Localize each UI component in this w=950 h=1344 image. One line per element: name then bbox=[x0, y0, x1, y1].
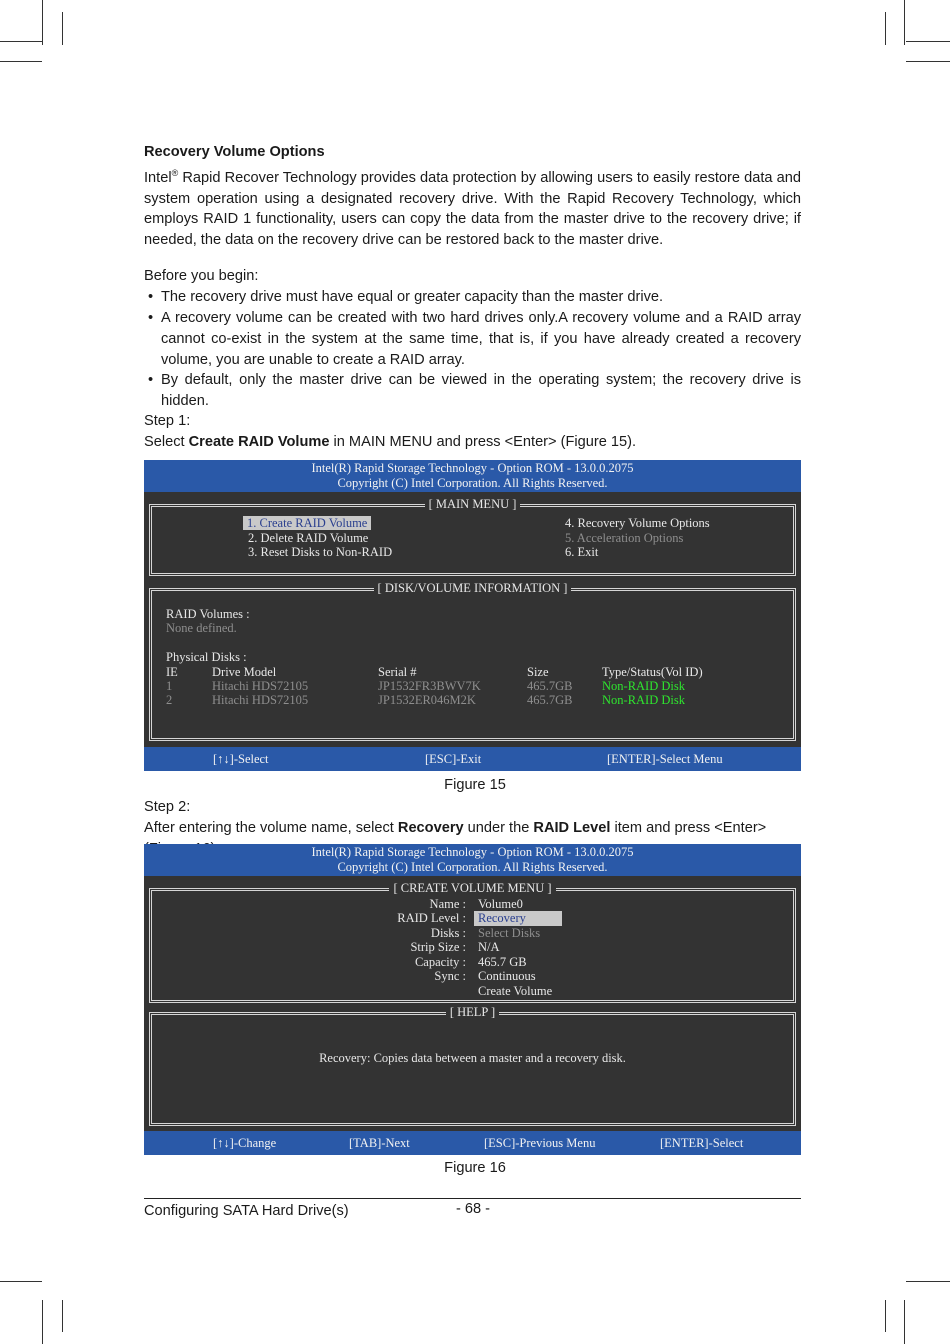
field-label-capacity: Capacity : bbox=[414, 955, 466, 969]
bios-footer bbox=[144, 1131, 801, 1155]
help-text: Recovery: Copies data between a master and a recovery disk. bbox=[319, 1051, 626, 1065]
bullet-dot: • bbox=[148, 372, 154, 388]
bullet-text: The recovery drive must have equal or greater capacity than the master drive. bbox=[161, 289, 664, 305]
intro-body: Rapid Recover Technology provides data protection by allowing users to easily restore data and system operation using a designated recovery drive. With the Rapid Recovery Technology, which employs RAID 1 functionality, users can copy the data from the master drive to the recovery drive; if needed, the data on the recovery drive can be restored back to the master drive. bbox=[144, 169, 801, 249]
field-label-strip-size: Strip Size : bbox=[410, 940, 466, 954]
field-value-capacity[interactable]: 465.7 GB bbox=[478, 955, 527, 969]
field-value-disks[interactable]: Select Disks bbox=[478, 926, 541, 940]
physical-disks-label: Physical Disks : bbox=[166, 650, 247, 664]
intro-paragraph bbox=[144, 163, 801, 251]
figure-15-caption: Figure 15 bbox=[444, 777, 506, 793]
disk-cell: 1 bbox=[166, 679, 173, 693]
bios-header-title: Intel(R) Rapid Storage Technology - Option ROM - 13.0.0.2075 bbox=[311, 461, 634, 475]
disk-status: Non-RAID Disk bbox=[602, 693, 685, 707]
menu-item-reset-disks[interactable]: 3. Reset Disks to Non-RAID bbox=[248, 545, 393, 559]
crop-mark bbox=[906, 61, 950, 62]
step2-mid: under the bbox=[463, 820, 534, 836]
disk-cell: Hitachi HDS72105 bbox=[212, 693, 309, 707]
disk-cell: 2 bbox=[166, 693, 173, 707]
field-label-raid-level: RAID Level : bbox=[397, 911, 466, 925]
step1-instruction bbox=[144, 432, 801, 453]
crop-mark bbox=[62, 12, 63, 45]
footer-hint-previous-menu: [ESC]-Previous Menu bbox=[484, 1136, 596, 1150]
field-value-name[interactable]: Volume0 bbox=[478, 897, 523, 911]
help-title: [ HELP ] bbox=[446, 1005, 499, 1019]
bios-header bbox=[144, 844, 801, 876]
crop-mark bbox=[42, 1300, 43, 1344]
disk-cell: Hitachi HDS72105 bbox=[212, 679, 309, 693]
step2-bold-raid-level: RAID Level bbox=[533, 820, 611, 836]
figure-15-bios-screen bbox=[144, 460, 801, 771]
step1-bold: Create RAID Volume bbox=[188, 434, 330, 450]
footer-hint-exit: [ESC]-Exit bbox=[425, 752, 482, 766]
figure-16-caption: Figure 16 bbox=[444, 1160, 506, 1176]
crop-mark bbox=[885, 12, 886, 45]
bios-header bbox=[144, 460, 801, 492]
crop-mark bbox=[42, 0, 43, 45]
figure-16-bios-screen bbox=[144, 844, 801, 1155]
crop-mark bbox=[0, 41, 42, 42]
registered-mark: ® bbox=[171, 168, 179, 178]
crop-mark bbox=[0, 61, 42, 62]
intro-prefix: Intel bbox=[144, 169, 172, 186]
bullet-text: By default, only the master drive can be viewed in the operating system; the recovery drive is hidden. bbox=[161, 372, 801, 409]
field-value-raid-level[interactable]: Recovery bbox=[474, 911, 562, 926]
bios-header-copyright: Copyright (C) Intel Corporation. All Rights Reserved. bbox=[337, 475, 608, 490]
step1-label: Step 1: bbox=[144, 413, 191, 429]
create-volume-frame bbox=[149, 881, 796, 1003]
create-volume-title: [ CREATE VOLUME MENU ] bbox=[389, 881, 555, 895]
crop-mark bbox=[906, 1281, 950, 1282]
step2-bold-recovery: Recovery bbox=[397, 820, 464, 836]
step1-pre: Select bbox=[144, 434, 189, 450]
bullet-dot: • bbox=[148, 289, 154, 305]
disk-cell: JP1532FR3BWV7K bbox=[378, 679, 481, 693]
step2-pre: After entering the volume name, select bbox=[144, 820, 398, 836]
field-label-name: Name : bbox=[429, 897, 466, 911]
bullet-dot: • bbox=[148, 310, 154, 326]
menu-item-exit[interactable]: 6. Exit bbox=[565, 545, 599, 559]
crop-mark bbox=[62, 1300, 63, 1332]
menu-item-create-raid-volume[interactable]: 1. Create RAID Volume bbox=[243, 516, 371, 531]
footer-rule bbox=[144, 1198, 801, 1199]
column-header: Type/Status(Vol ID) bbox=[602, 665, 703, 679]
disk-cell: JP1532ER046M2K bbox=[378, 693, 476, 707]
footer-chapter: Configuring SATA Hard Drive(s) bbox=[144, 1203, 349, 1219]
bullet-item bbox=[148, 370, 801, 412]
bullet-text: A recovery volume can be created with two hard drives only.A recovery volume and a RAID array cannot co-exist in the system at the same time, that is, if you have already created a recovery volume, you are unable to create a RAID array. bbox=[161, 310, 801, 368]
footer-hint-enter: [ENTER]-Select Menu bbox=[607, 752, 723, 766]
footer-hint-select: [↑↓]-Select bbox=[213, 752, 269, 766]
before-label: Before you begin: bbox=[144, 268, 259, 284]
step2-label: Step 2: bbox=[144, 799, 191, 815]
disk-cell: 465.7GB bbox=[527, 693, 573, 707]
footer-hint-change: [↑↓]-Change bbox=[213, 1136, 277, 1150]
bullet-item bbox=[148, 287, 801, 308]
field-label-disks: Disks : bbox=[430, 926, 466, 940]
bios-header-copyright: Copyright (C) Intel Corporation. All Rights Reserved. bbox=[337, 859, 608, 874]
disk-status: Non-RAID Disk bbox=[602, 679, 685, 693]
field-value-sync[interactable]: Continuous bbox=[478, 969, 536, 983]
disk-cell: 465.7GB bbox=[527, 679, 573, 693]
field-label-sync: Sync : bbox=[434, 969, 466, 983]
crop-mark bbox=[885, 1300, 886, 1332]
step1-post: in MAIN MENU and press <Enter> (Figure 15). bbox=[329, 434, 637, 450]
crop-mark bbox=[904, 0, 905, 45]
bullet-item bbox=[148, 308, 801, 370]
menu-item-acceleration-options: 5. Acceleration Options bbox=[565, 531, 684, 545]
create-volume-button[interactable]: Create Volume bbox=[478, 984, 553, 998]
raid-volumes-label: RAID Volumes : bbox=[166, 607, 250, 621]
help-frame bbox=[149, 1005, 796, 1126]
footer-hint-next: [TAB]-Next bbox=[349, 1136, 410, 1150]
main-menu-title: [ MAIN MENU ] bbox=[425, 497, 521, 511]
crop-mark bbox=[904, 1300, 905, 1344]
step2-post: item and press <Enter> bbox=[614, 820, 767, 836]
menu-item-recovery-volume-options[interactable]: 4. Recovery Volume Options bbox=[565, 516, 710, 530]
page-number: - 68 - bbox=[455, 1201, 491, 1217]
menu-item-delete-raid-volume[interactable]: 2. Delete RAID Volume bbox=[248, 531, 369, 545]
raid-volumes-value: None defined. bbox=[166, 621, 237, 635]
column-header: Serial # bbox=[378, 665, 417, 679]
footer-hint-select: [ENTER]-Select bbox=[660, 1136, 744, 1150]
crop-mark bbox=[906, 41, 950, 42]
main-menu-frame bbox=[149, 497, 796, 576]
bios-header-title: Intel(R) Rapid Storage Technology - Option ROM - 13.0.0.2075 bbox=[311, 845, 634, 859]
column-header: Drive Model bbox=[212, 665, 277, 679]
disk-info-title: [ DISK/VOLUME INFORMATION ] bbox=[374, 581, 572, 595]
column-header: IE bbox=[166, 665, 178, 679]
column-header: Size bbox=[527, 665, 549, 679]
bios-footer bbox=[144, 747, 801, 771]
field-value-strip-size[interactable]: N/A bbox=[478, 940, 500, 954]
section-title: Recovery Volume Options bbox=[144, 144, 325, 160]
crop-mark bbox=[0, 1281, 42, 1282]
